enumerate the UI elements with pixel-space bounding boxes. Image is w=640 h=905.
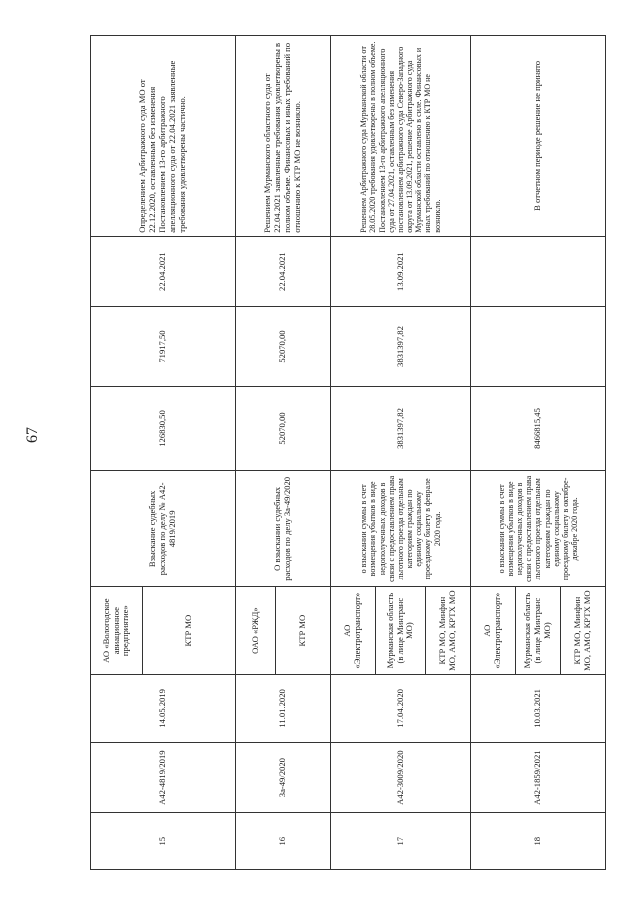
third-parties: КТР МО, Минфин МО, АМО, КРТХ МО: [426, 587, 471, 675]
row-number: 16: [236, 813, 331, 870]
outcome: Решением Арбитражного суда Мурманской области от 28.05.2020 требования удовлетворены в полном объеме. Постановлением 13-го арбитражного апелляционного суда от 27.04.2021, оставленным без изменения постановлением арбитражного суда Северо-Западного округа от 13.09.2021, решение Арбитражного суда Мурманской области оставлено в силе. Финансовых и иных требований по отношению к КТР МО не возникло.: [331, 36, 471, 237]
third-parties: КТР МО, Минфин МО, АМО, КРТХ МО: [561, 587, 606, 675]
defendant: Мурманская область (в лице Минтранс МО): [376, 587, 426, 675]
case-number: А42-3009/2020: [331, 742, 471, 813]
row-number: 18: [471, 813, 606, 870]
case-number: 3а-49/2020: [236, 742, 331, 813]
plaintiff: АО «Вологодское авиационное предприятие»: [91, 587, 143, 675]
subject: О взыскании судебных расходов по делу 3а-49/2020: [236, 471, 331, 587]
claimed-amount: 52070,00: [236, 386, 331, 471]
table-row: [91, 36, 143, 870]
court-cases-table: [90, 35, 606, 870]
page-number: 67: [24, 427, 41, 443]
decision-date: 22.04.2021: [236, 236, 331, 307]
table-row: [236, 36, 276, 870]
row-number: 17: [331, 813, 471, 870]
decision-date: [471, 236, 606, 307]
filing-date: 17.04.2020: [331, 674, 471, 742]
plaintiff: АО «Электротранспорт»: [331, 587, 376, 675]
claimed-amount: 126830,50: [91, 386, 236, 471]
outcome: В отчетном периоде решение не принято: [471, 36, 606, 237]
decision-date: 22.04.2021: [91, 236, 236, 307]
claimed-amount: 3831397,82: [331, 386, 471, 471]
claimed-amount: 8466815,45: [471, 386, 606, 471]
subject: о взыскании суммы в счет возмещения убытков в виде недополученных доходов в связи с предоставлением права льготного проезда отдельным категориям граждан по единому социальному проездному билету в октябре-декабре 2020 года.: [471, 471, 606, 587]
awarded-amount: [471, 307, 606, 386]
defendant: КТР МО: [143, 587, 236, 675]
table-row: [331, 36, 376, 870]
plaintiff: ОАО «РЖД»: [236, 587, 276, 675]
table-row: [471, 36, 516, 870]
awarded-amount: 3831397,82: [331, 307, 471, 386]
outcome: Определением Арбитражного суда МО от 22.12.2020, оставленным без изменения Постановлением 13-го арбитражного апелляционного суда от 22.04.2021 заявленные требования удовлетворены частично.: [91, 36, 236, 237]
filing-date: 10.03.2021: [471, 674, 606, 742]
subject: Взыскание судебных расходов по делу № А42-4819/2019: [91, 471, 236, 587]
rotated-table-container: [90, 35, 605, 870]
outcome: Решением Мурманского областного суда от 22.04.2021 заявленные требования удовлетворены в полном объеме. Финансовых и иных требований по отношению к КТР МО не возникло.: [236, 36, 331, 237]
awarded-amount: 71917,50: [91, 307, 236, 386]
defendant: Мурманская область (в лице Минтранс МО): [516, 587, 561, 675]
filing-date: 11.01.2020: [236, 674, 331, 742]
decision-date: 13.09.2021: [331, 236, 471, 307]
row-number: 15: [91, 813, 236, 870]
case-number: А42-1859/2021: [471, 742, 606, 813]
plaintiff: АО «Электротранспорт»: [471, 587, 516, 675]
filing-date: 14.05.2019: [91, 674, 236, 742]
defendant: КТР МО: [276, 587, 331, 675]
subject: о взыскании суммы в счет возмещения убытков в виде недополученных доходов в связи с предоставлением права льготного проезда отдельным категориям граждан по единому социальному проездному билету в феврале 2020 года.: [331, 471, 471, 587]
case-number: А42-4819/2019: [91, 742, 236, 813]
awarded-amount: 52070,00: [236, 307, 331, 386]
